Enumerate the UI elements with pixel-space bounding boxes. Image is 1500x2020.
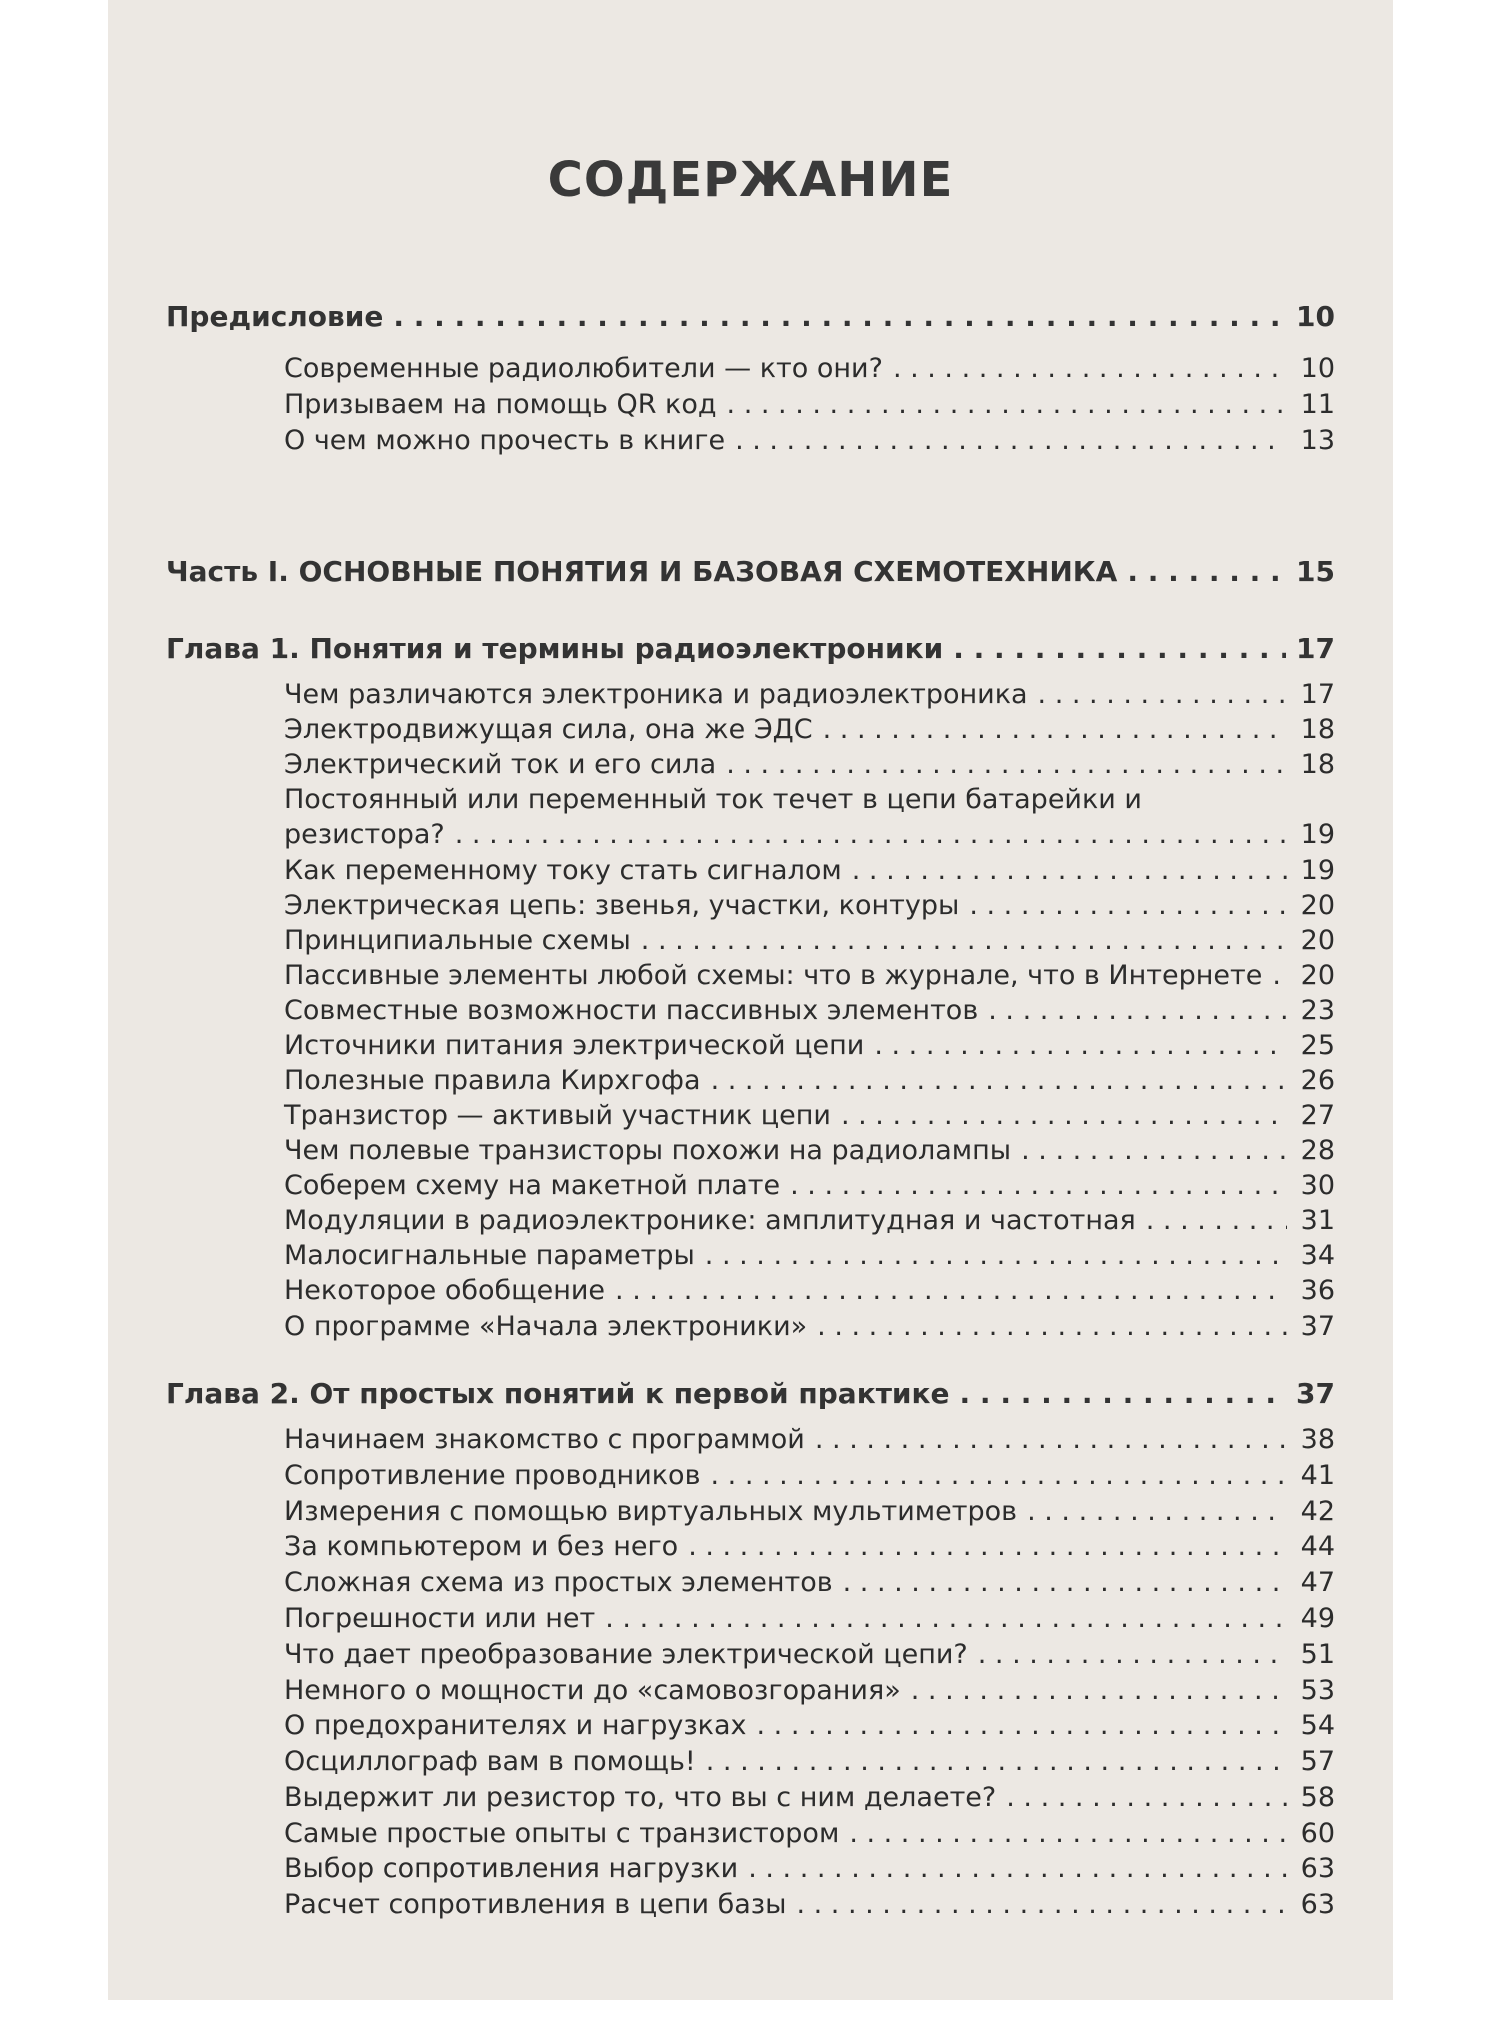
dot-leader — [960, 1377, 1286, 1410]
toc-section-chapter-1[interactable] — [166, 632, 1335, 665]
dot-leader — [874, 1030, 1287, 1061]
dot-leader — [455, 819, 1287, 850]
toc-item[interactable] — [284, 1065, 1335, 1096]
dot-leader — [735, 425, 1287, 456]
toc-page-number: 38 — [1300, 1424, 1335, 1455]
toc-item[interactable] — [284, 1030, 1335, 1061]
toc-item[interactable] — [284, 425, 1335, 456]
toc-item[interactable] — [284, 1496, 1335, 1527]
toc-page-number: 37 — [1300, 1311, 1335, 1342]
toc-item[interactable] — [284, 1746, 1335, 1777]
toc-item-label: Современные радиолюбители — кто они? — [284, 353, 883, 384]
toc-item[interactable] — [284, 679, 1335, 710]
dot-leader — [841, 1100, 1287, 1131]
dot-leader — [1146, 1205, 1287, 1236]
dot-leader — [823, 714, 1287, 745]
dot-leader — [605, 1603, 1287, 1634]
toc-page-number: 10 — [1300, 353, 1335, 384]
toc-item-label: Постоянный или переменный ток течет в цепи батарейки и — [284, 784, 1142, 815]
toc-page-number: 36 — [1300, 1275, 1335, 1306]
toc-page-number: 28 — [1300, 1135, 1335, 1166]
dot-leader — [815, 1424, 1287, 1455]
toc-page-number: 19 — [1300, 819, 1335, 850]
book-page — [108, 0, 1393, 2000]
toc-page-number: 58 — [1300, 1782, 1335, 1813]
toc-section-label: Предисловие — [166, 300, 384, 333]
toc-item[interactable] — [284, 1531, 1335, 1562]
toc-page-number: 63 — [1300, 1853, 1335, 1884]
toc-page-number: 57 — [1300, 1746, 1335, 1777]
dot-leader — [1272, 960, 1287, 991]
toc-item-label: Начинаем знакомство с программой — [284, 1424, 805, 1455]
toc-item-label: Совместные возможности пассивных элементов — [284, 995, 979, 1026]
toc-item-label: Сопротивление проводников — [284, 1460, 701, 1491]
toc-item[interactable] — [284, 890, 1335, 921]
toc-item-label: Чем различаются электроника и радиоэлектроника — [284, 679, 1028, 710]
toc-item[interactable] — [284, 389, 1335, 420]
toc-item[interactable] — [284, 1100, 1335, 1131]
toc-item[interactable] — [284, 1675, 1335, 1706]
toc-item[interactable] — [284, 855, 1335, 886]
toc-item-label: Малосигнальные параметры — [284, 1240, 695, 1271]
toc-item[interactable] — [284, 1603, 1335, 1634]
dot-leader — [727, 389, 1287, 420]
toc-item[interactable] — [284, 819, 1335, 850]
toc-page-number: 27 — [1300, 1100, 1335, 1131]
toc-item[interactable] — [284, 1710, 1335, 1741]
toc-item-label: Соберем схему на макетной плате — [284, 1170, 781, 1201]
toc-item[interactable] — [284, 1889, 1335, 1920]
dot-leader — [1127, 555, 1286, 588]
toc-page-number: 47 — [1300, 1567, 1335, 1598]
dot-leader — [706, 1746, 1287, 1777]
dot-leader — [796, 1889, 1287, 1920]
toc-page-number: 20 — [1300, 925, 1335, 956]
toc-item[interactable] — [284, 1460, 1335, 1491]
dot-leader — [1038, 679, 1287, 710]
dot-leader — [978, 1639, 1287, 1670]
toc-item[interactable] — [284, 749, 1335, 780]
toc-item[interactable] — [284, 353, 1335, 384]
toc-item-label: Электрическая цепь: звенья, участки, контуры — [284, 890, 960, 921]
page-title: СОДЕРЖАНИЕ — [547, 152, 954, 208]
toc-page-number: 18 — [1300, 714, 1335, 745]
toc-page-number: 42 — [1300, 1496, 1335, 1527]
toc-item-label: Пассивные элементы любой схемы: что в журнале, что в Интернете — [284, 960, 1263, 991]
toc-page-number: 49 — [1300, 1603, 1335, 1634]
toc-item-label: Измерения с помощью виртуальных мультиметров — [284, 1496, 1018, 1527]
toc-item-label: Электрический ток и его сила — [284, 749, 717, 780]
toc-page-number: 37 — [1296, 1377, 1335, 1410]
toc-item-label: Некоторое обобщение — [284, 1275, 606, 1306]
toc-section-preface[interactable] — [166, 300, 1335, 333]
toc-item-label: Источники питания электрической цепи — [284, 1030, 865, 1061]
toc-page-number: 11 — [1300, 389, 1335, 420]
dot-leader — [849, 1818, 1287, 1849]
toc-item-label: Расчет сопротивления в цепи базы — [284, 1889, 787, 1920]
dot-leader — [893, 353, 1287, 384]
toc-item-line1[interactable] — [284, 784, 1335, 815]
dot-leader — [969, 890, 1287, 921]
toc-item-label: Транзистор — активый участник цепи — [284, 1100, 831, 1131]
dot-leader — [988, 995, 1287, 1026]
toc-page-number: 31 — [1300, 1205, 1335, 1236]
toc-item-label: Выдержит ли резистор то, что вы с ним делаете? — [284, 1782, 997, 1813]
toc-page-number: 15 — [1296, 555, 1335, 588]
toc-page-number: 53 — [1300, 1675, 1335, 1706]
toc-page-number: 26 — [1300, 1065, 1335, 1096]
toc-item-label: За компьютером и без него — [284, 1531, 679, 1562]
toc-page-number: 17 — [1296, 632, 1335, 665]
toc-item-label: Как переменному току стать сигналом — [284, 855, 842, 886]
dot-leader — [1027, 1496, 1287, 1527]
toc-item[interactable] — [284, 1424, 1335, 1455]
dot-leader — [615, 1275, 1287, 1306]
dot-leader — [757, 1710, 1287, 1741]
toc-item-label: Электродвижущая сила, она же ЭДС — [284, 714, 813, 745]
dot-leader — [817, 1311, 1287, 1342]
dot-leader — [911, 1675, 1287, 1706]
dot-leader — [641, 925, 1287, 956]
dot-leader — [688, 1531, 1287, 1562]
toc-item-label: Принципиальные схемы — [284, 925, 631, 956]
toc-item[interactable] — [284, 1135, 1335, 1166]
dot-leader — [726, 749, 1287, 780]
dot-leader — [710, 1460, 1287, 1491]
toc-item-label: Модуляции в радиоэлектронике: амплитудная и частотная — [284, 1205, 1136, 1236]
toc-item[interactable] — [284, 1170, 1335, 1201]
toc-item-label: Немного о мощности до «самовозгорания» — [284, 1675, 901, 1706]
dot-leader — [852, 855, 1287, 886]
toc-page-number: 23 — [1300, 995, 1335, 1026]
toc-item-label: Осциллограф вам в помощь! — [284, 1746, 696, 1777]
toc-item-label: О предохранителях и нагрузках — [284, 1710, 747, 1741]
dot-leader — [705, 1240, 1287, 1271]
toc-page-number: 60 — [1300, 1818, 1335, 1849]
dot-leader — [790, 1170, 1287, 1201]
toc-item[interactable] — [284, 1311, 1335, 1342]
toc-page-number: 19 — [1300, 855, 1335, 886]
toc-item[interactable] — [284, 1782, 1335, 1813]
toc-page-number: 51 — [1300, 1639, 1335, 1670]
dot-leader — [711, 1065, 1287, 1096]
toc-page-number: 30 — [1300, 1170, 1335, 1201]
toc-page-number: 54 — [1300, 1710, 1335, 1741]
toc-item-label: Полезные правила Кирхгофа — [284, 1065, 701, 1096]
toc-section-label: Часть I. ОСНОВНЫЕ ПОНЯТИЯ И БАЗОВАЯ СХЕМОТЕХНИКА — [166, 555, 1118, 588]
toc-page-number: 18 — [1300, 749, 1335, 780]
toc-item-label: О чем можно прочесть в книге — [284, 425, 726, 456]
toc-page-number: 10 — [1296, 300, 1335, 333]
toc-item[interactable] — [284, 1853, 1335, 1884]
toc-item[interactable] — [284, 1240, 1335, 1271]
toc-item-label: Чем полевые транзисторы похожи на радиолампы — [284, 1135, 1012, 1166]
dot-leader — [1021, 1135, 1287, 1166]
toc-item[interactable] — [284, 1818, 1335, 1849]
toc-page-number: 20 — [1300, 890, 1335, 921]
toc-page-number: 63 — [1300, 1889, 1335, 1920]
dot-leader — [748, 1853, 1287, 1884]
toc-item[interactable] — [284, 714, 1335, 745]
toc-item-label-continued: резистора? — [284, 819, 445, 850]
toc-item[interactable] — [284, 1205, 1335, 1236]
toc-item-label: Выбор сопротивления нагрузки — [284, 1853, 739, 1884]
toc-page-number: 34 — [1300, 1240, 1335, 1271]
toc-item[interactable] — [284, 925, 1335, 956]
toc-page-number: 17 — [1300, 679, 1335, 710]
toc-item-label: Что дает преобразование электрической цепи? — [284, 1639, 968, 1670]
dot-leader — [843, 1567, 1287, 1598]
toc-item-label: Призываем на помощь QR код — [284, 389, 717, 420]
toc-page-number: 25 — [1300, 1030, 1335, 1061]
toc-page-number: 44 — [1300, 1531, 1335, 1562]
toc-section-label: Глава 1. Понятия и термины радиоэлектроники — [166, 632, 944, 665]
toc-item[interactable] — [284, 1639, 1335, 1670]
toc-item[interactable] — [284, 995, 1335, 1026]
toc-item[interactable] — [284, 960, 1335, 991]
dot-leader — [1006, 1782, 1287, 1813]
toc-item[interactable] — [284, 1567, 1335, 1598]
toc-item-label: О программе «Начала электроники» — [284, 1311, 808, 1342]
toc-item-label: Самые простые опыты с транзистором — [284, 1818, 840, 1849]
dot-leader — [953, 632, 1286, 665]
toc-section-label: Глава 2. От простых понятий к первой практике — [166, 1377, 950, 1410]
toc-page-number: 20 — [1300, 960, 1335, 991]
toc-page-number: 13 — [1300, 425, 1335, 456]
toc-item[interactable] — [284, 1275, 1335, 1306]
dot-leader — [393, 300, 1286, 333]
toc-page-number: 41 — [1300, 1460, 1335, 1491]
toc-item-label: Сложная схема из простых элементов — [284, 1567, 833, 1598]
toc-section-chapter-2[interactable] — [166, 1377, 1335, 1410]
toc-section-part-1[interactable] — [166, 555, 1335, 588]
toc-item-label: Погрешности или нет — [284, 1603, 596, 1634]
